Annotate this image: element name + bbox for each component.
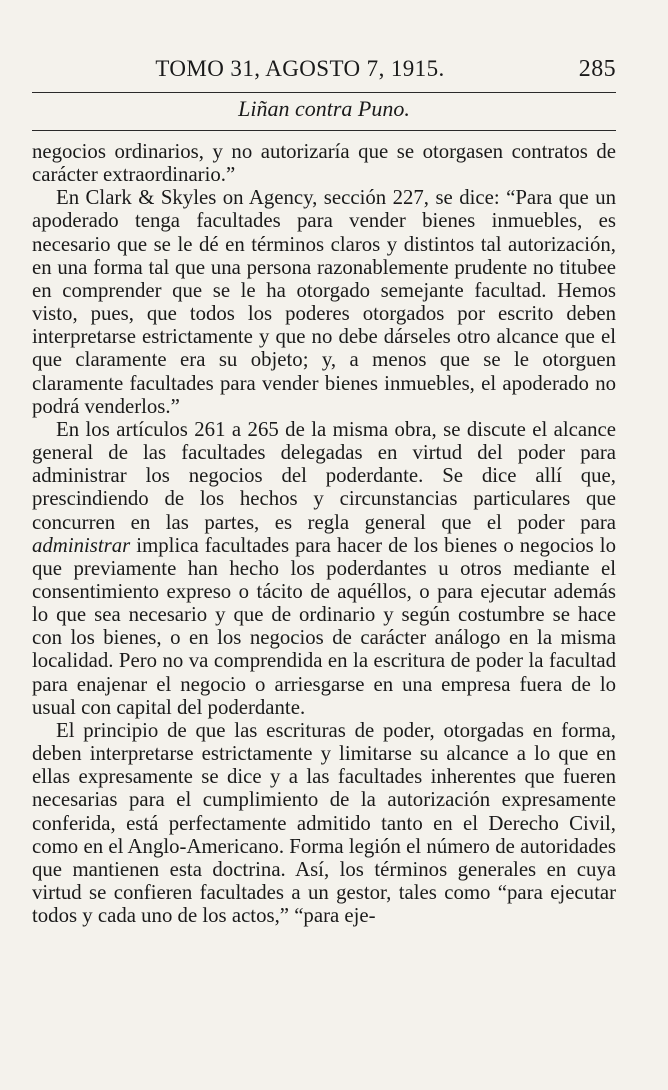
header-rule-top [32,92,616,93]
paragraph-3-end: implica facultades para hacer de los bienes o negocios lo que previamente han hecho los poderdantes u otros mediante el consentimiento expreso o tácito de aquéllos, o para ejecutar además lo que sea necesario y que de ordinario y según costumbre se hace con los bienes, o en los negocios de carácter análogo en la misma localidad. Pero no va comprendida en la escritura de poder la facultad para enajenar el negocio o arriesgarse en una empresa fuera de lo usual con capital del poderdante. [32,533,616,719]
paragraph-2: En Clark & Skyles on Agency, sección 227, se dice: “Para que un apoderado tenga facultades para vender bienes inmuebles, es necesario que se le dé en términos claros y distintos tal autorización, en una forma tal que una persona razonablemente prudente no titubee en comprender que se le ha otorgado semejante facultad. Hemos visto, pues, que todos los poderes otorgados por escrito deben interpretarse estrictamente y que no debe dárseles otro alcance que el que claramente era su objeto; y, a menos que se le otorguen claramente facultades para vender bienes inmuebles, el apoderado no podrá venderlos.” [32,186,616,418]
case-title: Liñan contra Puno. [238,96,410,121]
italic-term-administrar: administrar [32,533,131,557]
paragraph-3 [32,418,616,719]
header-rule-bottom [32,130,616,131]
paragraph-1: negocios ordinarios, y no autorizaría que se otorgasen contratos de carácter extraordinario.” [32,140,616,187]
volume-date: TOMO 31, AGOSTO 7, 1915. [155,56,445,81]
paragraph-4: El principio de que las escrituras de poder, otorgadas en forma, deben interpretarse estrictamente y limitarse su alcance a lo que en ellas expresamente se dice y a las facultades inherentes que fueren necesarias para el cumplimiento de la autorización expresamente conferida, está perfectamente admitido tanto en el Derecho Civil, como en el Anglo-Americano. Forma legión el número de autoridades que mantienen esta doctrina. Así, los términos generales en cuya virtud se confieren facultades a un gestor, tales como “para ejecutar todos y cada uno de los actos,” “para eje- [32,718,616,928]
paragraph-3-start: En los artículos 261 a 265 de la misma obra, se discute el alcance general de las facultades delegadas en virtud del poder para administrar los negocios del poderdante. Se dice allí que, prescindiendo de los hechos y circunstancias particulares que concurren en las partes, es regla general que el poder para [32,417,616,534]
page-number: 285 [578,56,616,82]
body-text [32,140,616,927]
running-head [32,56,616,90]
